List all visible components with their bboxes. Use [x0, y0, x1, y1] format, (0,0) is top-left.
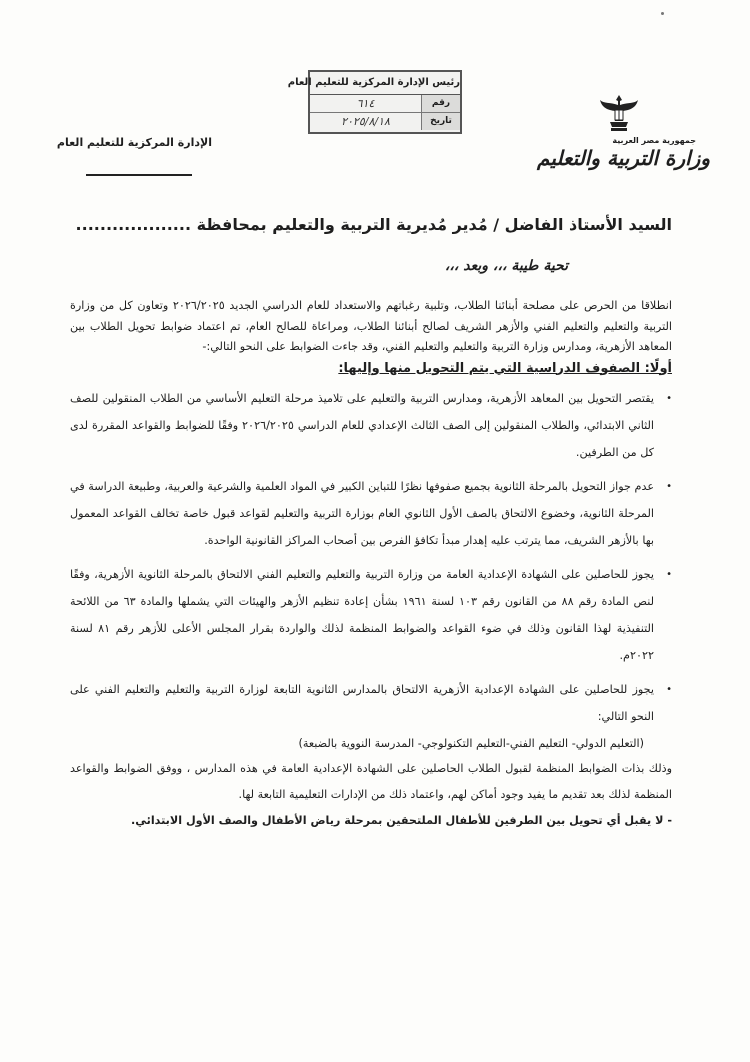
- rule-text: يجوز للحاصلين على الشهادة الإعدادية العامة من وزارة التربية والتعليم والتعليم الفني الالتحاق بالمرحلة الثانوية الأزهرية، وفقًا لنص المادة رقم ٨٨ من القانون رقم ١٠٣ لسنة ١٩٦١ بشأن إعادة تنظيم الأزهر والهيئات التي يشملها والمادة ٦٣ من اللائحة التنفيذية لهذا القانون وذلك في ضوء القواعد والضوابط المنظمة لذلك والواردة بقرار المجلس الأعلى للأزهر رقم ٨١ لسنة ٢٠٢٢م.: [70, 567, 654, 662]
- bullet-icon: •: [666, 480, 672, 492]
- list-item: [70, 561, 672, 669]
- bullet-icon: •: [666, 568, 672, 580]
- school-types-list: (التعليم الدولي- التعليم الفني-التعليم التكنولوجي- المدرسة النووية بالضبعة): [298, 736, 644, 750]
- rule-text: يقتصر التحويل بين المعاهد الأزهرية، ومدارس التربية والتعليم على تلاميذ مرحلة التعليم الأساسي من الطلاب المنقولين للصف الثاني الابتدائي، والطلاب المنقولين إلى الصف الثالث الإعدادي للعام الدراسي ٢٠٢٦/٢٠٢٥ وفقًا للضوابط والقواعد المقررة لدى كل من الطرفين.: [70, 391, 654, 459]
- eagle-emblem-icon: [598, 92, 640, 132]
- closing-section: [70, 756, 672, 834]
- ministry-name: وزارة التربية والتعليم: [537, 146, 710, 170]
- greeting-line: تحية طيبة ،،، وبعد ،،،: [444, 258, 568, 274]
- stamp-date-label: تاريخ: [421, 113, 460, 130]
- last-rule: - لا يقبل أي تحويل بين الطرفين للأطفال الملتحقين بمرحلة رياض الأطفال والصف الأول الابتدائي.: [131, 814, 672, 827]
- stamp-title: رئيس الإدارة المركزية للتعليم العام: [310, 72, 460, 95]
- stamp-number-label: رقم: [421, 95, 460, 112]
- stamp-date-row: [310, 113, 460, 130]
- closing-paragraph: وذلك بذات الضوابط المنظمة لقبول الطلاب الحاصلين على الشهادة الإعدادية العامة في هذه المدارس ، ووفق الضوابط والقواعد المنظمة لذلك بعد تقديم ما يفيد وجود أماكن لهم، واعتماد ذلك من الإدارات التعليمية التابعة لها.: [70, 762, 672, 801]
- scan-mark: [661, 12, 664, 15]
- intro-paragraph: انطلاقا من الحرص على مصلحة أبنائنا الطلاب، وتلبية رغباتهم والاستعداد للعام الدراسي الجديد ٢٠٢٦/٢٠٢٥ وتعاون كل من وزارة التربية والتعليم والتعليم الفني والأزهر الشريف لصالح أبنائنا الطلاب، ومراعاة للصالح العام، تم اعتماد ضوابط تحويل الطلاب بين المعاهد الأزهرية، ومدارس وزارة التربية والتعليم والتعليم الفني، وقد جاءت الضوابط على النحو التالي:-: [70, 299, 672, 353]
- rule-text: يجوز للحاصلين على الشهادة الإعدادية الأزهرية الالتحاق بالمدارس الثانوية التابعة لوزارة التربية والتعليم والتعليم الفني على النحو التالي:: [70, 682, 654, 723]
- list-item: [70, 676, 672, 730]
- letter-body: [70, 296, 672, 834]
- bullet-icon: •: [666, 683, 672, 695]
- section-heading: أولًا: الصفوف الدراسية التي يتم التحويل منها وإليها:: [338, 360, 672, 376]
- ministry-header: [537, 92, 710, 172]
- republic-label: جمهورية مصر العربية: [612, 136, 696, 145]
- admin-department-label: الإدارة المركزية للتعليم العام: [56, 136, 212, 149]
- stamp-date-value: ٢٠٢٥/٨/١٨: [341, 115, 390, 128]
- header-underline: [86, 174, 192, 176]
- addressee-line: السيد الأستاذ الفاضل / مُدير مُديرية التربية والتعليم بمحافظة ...................: [75, 215, 672, 234]
- incoming-stamp: [287, 70, 462, 134]
- bullet-icon: •: [666, 392, 672, 404]
- stamp-number-row: [310, 95, 460, 113]
- list-item: [70, 473, 672, 554]
- rule-text: عدم جواز التحويل بالمرحلة الثانوية بجميع صفوفها نظرًا للتباين الكبير في المواد العلمية والشرعية والعربية، وطبيعة الدراسة في المرحلة الثانوية، وخضوع الالتحاق بالصف الأول الثانوي العام بوزارة التربية والتعليم لقواعد قبول خاصة تخالف القواعد المعمول بها بالأزهر الشريف، مما يترتب عليه إهدار مبدأ تكافؤ الفرص بين أصحاب المراكز القانونية الواحدة.: [70, 479, 654, 547]
- rules-list: [70, 385, 672, 730]
- stamp-number-value: ٦١٤: [356, 97, 375, 110]
- list-item: [70, 385, 672, 466]
